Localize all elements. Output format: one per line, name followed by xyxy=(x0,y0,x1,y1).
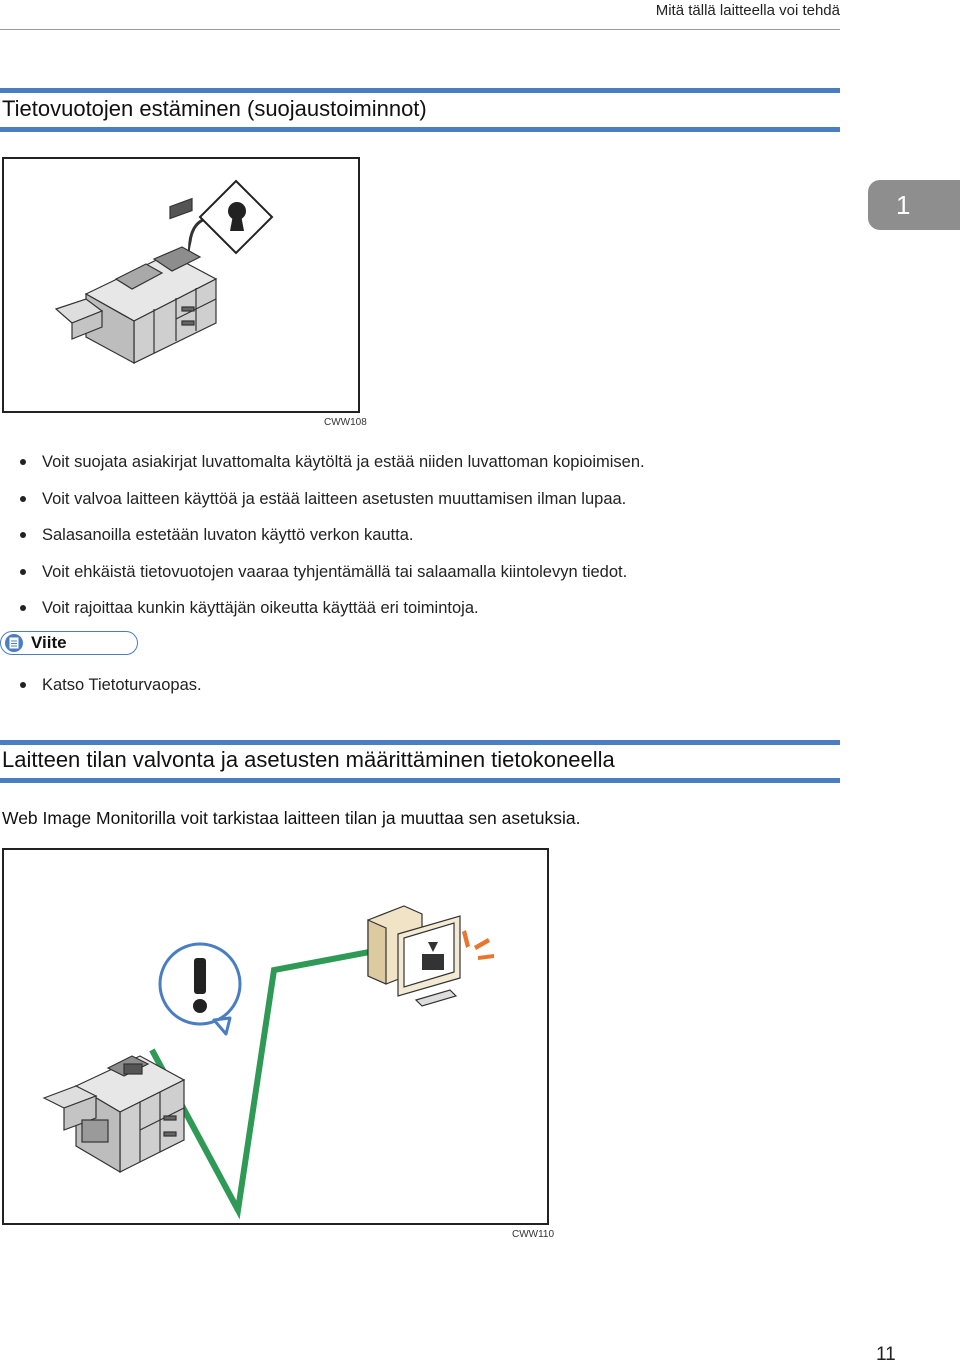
list-item: Salasanoilla estetään luvaton käyttö verkon kautta. xyxy=(20,523,645,560)
figure-id: CWW110 xyxy=(512,1229,555,1240)
figure-web-monitor xyxy=(2,848,549,1225)
web-monitor-illustration xyxy=(4,850,547,1223)
section-title: Laitteen tilan valvonta ja asetusten määrittäminen tietokoneella xyxy=(2,747,615,772)
printer-machine-icon xyxy=(56,199,216,363)
section-rule-top xyxy=(0,88,840,93)
reference-list xyxy=(20,673,202,710)
list-item: Voit ehkäistä tietovuotojen vaaraa tyhjentämällä tai salaamalla kiintolevyn tiedot. xyxy=(20,560,645,597)
page-number: 11 xyxy=(876,1344,896,1365)
section-rule-top xyxy=(0,740,840,745)
note-icon xyxy=(5,634,23,652)
alert-spark-icon xyxy=(462,930,494,960)
section-title: Tietovuotojen estäminen (suojaustoiminnot) xyxy=(2,96,427,121)
figure-security xyxy=(2,157,360,413)
lock-tag-icon xyxy=(200,181,272,253)
list-item: Voit valvoa laitteen käyttöä ja estää laitteen asetusten muuttamisen ilman lupaa. xyxy=(20,487,645,524)
note-label: Viite xyxy=(31,633,67,652)
header-rule xyxy=(0,29,840,30)
list-item: Katso Tietoturvaopas. xyxy=(20,673,202,710)
section-rule-bottom xyxy=(0,127,840,132)
running-header: Mitä tällä laitteella voi tehdä xyxy=(655,2,840,19)
reference-note-badge xyxy=(0,631,138,655)
figure-id: CWW108 xyxy=(324,417,367,428)
feature-list xyxy=(20,450,645,633)
list-item: Voit rajoittaa kunkin käyttäjän oikeutta käyttää eri toimintoja. xyxy=(20,596,645,633)
section-rule-bottom xyxy=(0,778,840,783)
chapter-tab[interactable]: 1 xyxy=(868,180,960,230)
list-item: Voit suojata asiakirjat luvattomalta käytöltä ja estää niiden luvattoman kopioimisen. xyxy=(20,450,645,487)
alert-bubble-icon xyxy=(160,944,240,1034)
security-illustration xyxy=(4,159,358,411)
printer-machine-icon xyxy=(44,1056,184,1172)
body-paragraph: Web Image Monitorilla voit tarkistaa laitteen tilan ja muuttaa sen asetuksia. xyxy=(2,808,581,828)
computer-icon xyxy=(368,906,460,1006)
